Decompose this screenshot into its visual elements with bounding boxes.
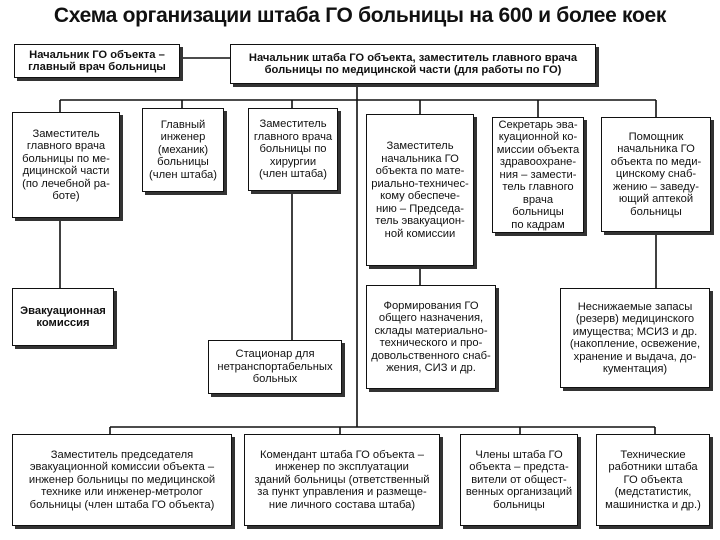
chief-box: Начальник ГО объекта – главный врач больницы bbox=[14, 44, 180, 78]
pharmacy-assistant-box: Помощник начальника ГО объекта по меди- цинскому снаб- жению – заведу- ющий аптекой больницы bbox=[601, 117, 711, 232]
hq-chief-box: Начальник штаба ГО объекта, заместитель главного врача больницы по медицинской части (для работы по ГО) bbox=[230, 44, 596, 84]
hq-members-box: Члены штаба ГО объекта – предста- вители от общест- венных организаций больницы bbox=[460, 434, 578, 526]
hospital-nontransport-box: Стационар для нетранспортабельных больных bbox=[208, 340, 342, 394]
evac-secretary-box: Секретарь эва- куационной ко- миссии объекта здравоохране- ния – замести- тель главного врача больницы по кадрам bbox=[492, 117, 584, 233]
diagram-title: Схема организации штаба ГО больницы на 600 и более коек bbox=[53, 4, 667, 27]
reserves-box: Неснижаемые запасы (резерв) медицинского имущества; МСИЗ и др. (накопление, освежение, хранение и выдача, до- кументация) bbox=[560, 288, 710, 388]
commandant-box: Комендант штаба ГО объекта – инженер по эксплуатации зданий больницы (ответственный за пункт управления и размеще- ние личного состава штаба) bbox=[244, 434, 440, 526]
go-formations-box: Формирования ГО общего назначения, склады материально- технического и про- довольственного снаб- жения, СИЗ и др. bbox=[366, 285, 496, 389]
deputy-surgery-box: Заместитель главного врача больницы по хирургии (член штаба) bbox=[248, 108, 338, 191]
tech-staff-box: Технические работники штаба ГО объекта (медстатистик, машинистка и др.) bbox=[596, 434, 710, 526]
deputy-evac-chair-box: Заместитель председателя эвакуационной комиссии объекта – инженер больницы по медицинской технике или инженер-метролог больницы (член штаба ГО объекта) bbox=[12, 434, 232, 526]
deputy-logistics-box: Заместитель начальника ГО объекта по мате- риально-техничес- кому обеспече- нию – Председа- тель эвакуацион- ной комиссии bbox=[366, 114, 474, 266]
evac-commission-box: Эвакуационная комиссия bbox=[12, 288, 114, 346]
deputy-medical-box: Заместитель главного врача больницы по ме- дицинской части (по лечебной ра- боте) bbox=[12, 112, 120, 218]
chief-engineer-box: Главный инженер (механик) больницы (член штаба) bbox=[142, 108, 224, 192]
